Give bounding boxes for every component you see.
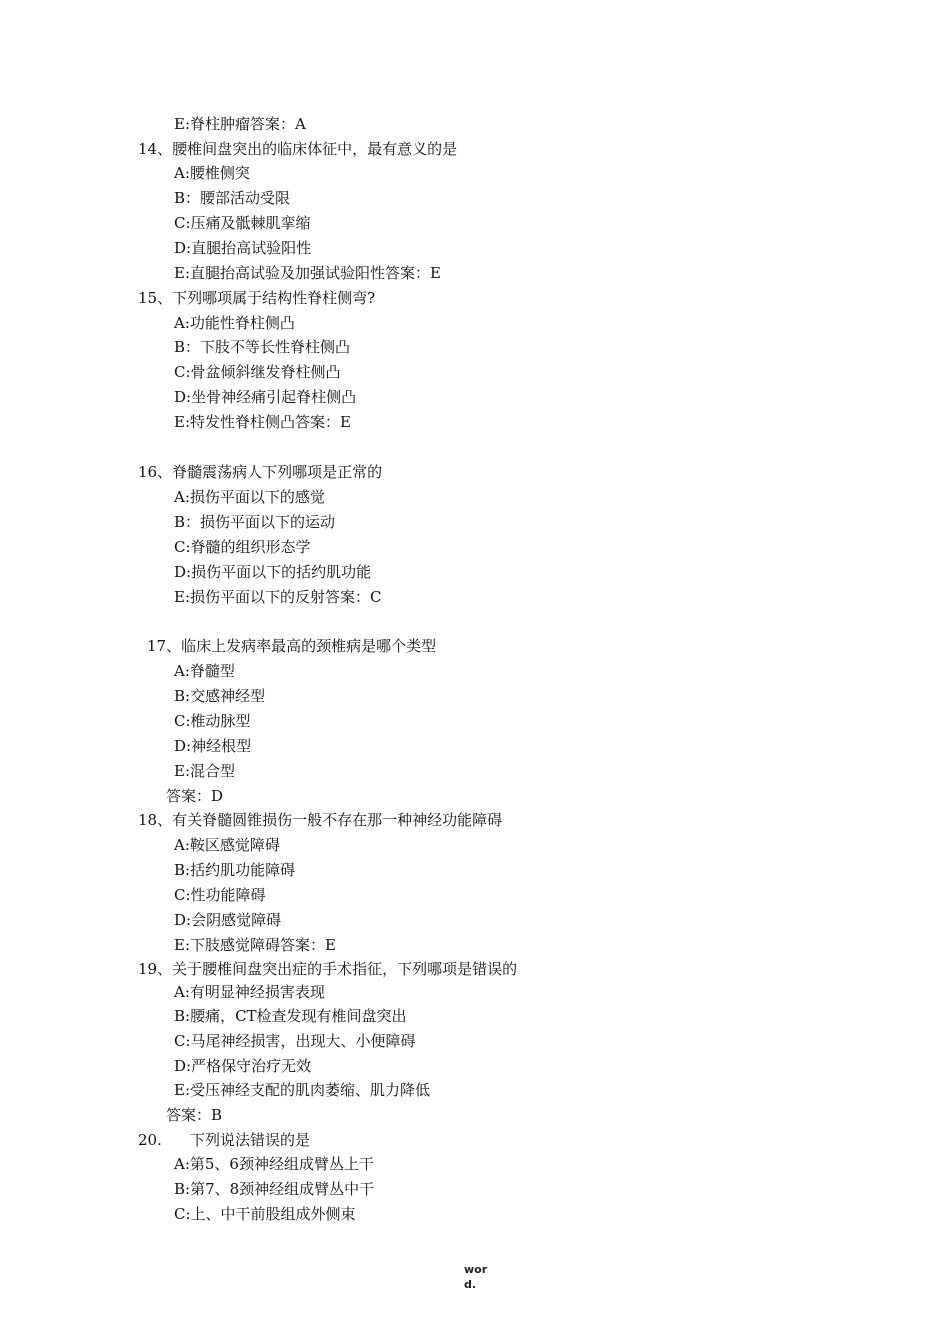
q17-option-e: E:混合型	[174, 762, 236, 780]
q14-option-a: A:腰椎侧突	[174, 164, 250, 182]
q14-stem: 14、腰椎间盘突出的临床体征中，最有意义的是	[138, 140, 458, 158]
q16-option-a: A:损伤平面以下的感觉	[174, 488, 325, 506]
q20-stem: 下列说法错误的是	[190, 1131, 311, 1149]
q20-option-c: C:上、中干前股组成外侧束	[174, 1205, 356, 1223]
q16-option-b: B：损伤平面以下的运动	[174, 513, 336, 531]
q14-option-e: E:直腿抬高试验及加强试验阳性答案：E	[174, 264, 441, 282]
q18-option-c: C:性功能障碍	[174, 886, 266, 904]
q14-option-b: B：腰部活动受限	[174, 189, 291, 207]
q19-option-a: A:有明显神经损害表现	[174, 983, 325, 1001]
q19-stem: 19、关于腰椎间盘突出症的手术指征，下列哪项是错误的	[138, 960, 518, 978]
q14-option-c: C:压痛及骶棘肌挛缩	[174, 214, 311, 232]
q19-answer: 答案：B	[166, 1106, 223, 1124]
q17-option-b: B:交感神经型	[174, 687, 266, 705]
q15-option-d: D:坐骨神经痛引起脊柱侧凸	[174, 388, 357, 406]
q16-option-e: E:损伤平面以下的反射答案：C	[174, 588, 382, 606]
q15-option-a: A:功能性脊柱侧凸	[174, 314, 295, 332]
q15-option-e: E:特发性脊柱侧凸答案：E	[174, 413, 351, 431]
q19-option-d: D:严格保守治疗无效	[174, 1057, 312, 1075]
q17-option-a: A:脊髓型	[174, 662, 235, 680]
page-footer	[464, 1262, 487, 1292]
q18-option-d: D:会阴感觉障碍	[174, 911, 282, 929]
q17-option-d: D:神经根型	[174, 737, 252, 755]
q18-option-b: B:括约肌功能障碍	[174, 861, 296, 879]
q16-option-c: C:脊髓的组织形态学	[174, 538, 311, 556]
q15-option-c: C:骨盆倾斜继发脊柱侧凸	[174, 363, 341, 381]
q17-option-c: C:椎动脉型	[174, 712, 251, 730]
q19-option-b: B:腰痛，CT检查发现有椎间盘突出	[174, 1007, 407, 1025]
q16-option-d: D:损伤平面以下的括约肌功能	[174, 563, 372, 581]
q15-option-b: B：下肢不等长性脊柱侧凸	[174, 338, 351, 356]
q13-option-e: E:脊柱肿瘤答案：A	[174, 115, 306, 133]
q20-option-b: B:第7、8颈神经组成臂丛中干	[174, 1180, 375, 1198]
q18-stem: 18、有关脊髓圆锥损伤一般不存在那一种神经功能障碍	[138, 811, 503, 829]
q17-stem: 17、临床上发病率最高的颈椎病是哪个类型	[147, 637, 437, 655]
q20-option-a: A:第5、6颈神经组成臂丛上干	[174, 1155, 374, 1173]
q14-option-d: D:直腿抬高试验阳性	[174, 239, 312, 257]
q17-answer: 答案：D	[166, 787, 224, 805]
q18-option-e: E:下肢感觉障碍答案：E	[174, 936, 336, 954]
q18-option-a: A:鞍区感觉障碍	[174, 836, 280, 854]
q15-stem: 15、下列哪项属于结构性脊柱侧弯?	[138, 289, 376, 307]
q20-number: 20.	[138, 1131, 162, 1149]
footer-line-1: wor	[464, 1263, 488, 1276]
q16-stem: 16、脊髓震荡病人下列哪项是正常的	[138, 463, 383, 481]
q19-option-e: E:受压神经支配的肌肉萎缩、肌力降低	[174, 1081, 431, 1099]
footer-line-2: d.	[464, 1278, 477, 1291]
q19-option-c: C:马尾神经损害，出现大、小便障碍	[174, 1032, 416, 1050]
